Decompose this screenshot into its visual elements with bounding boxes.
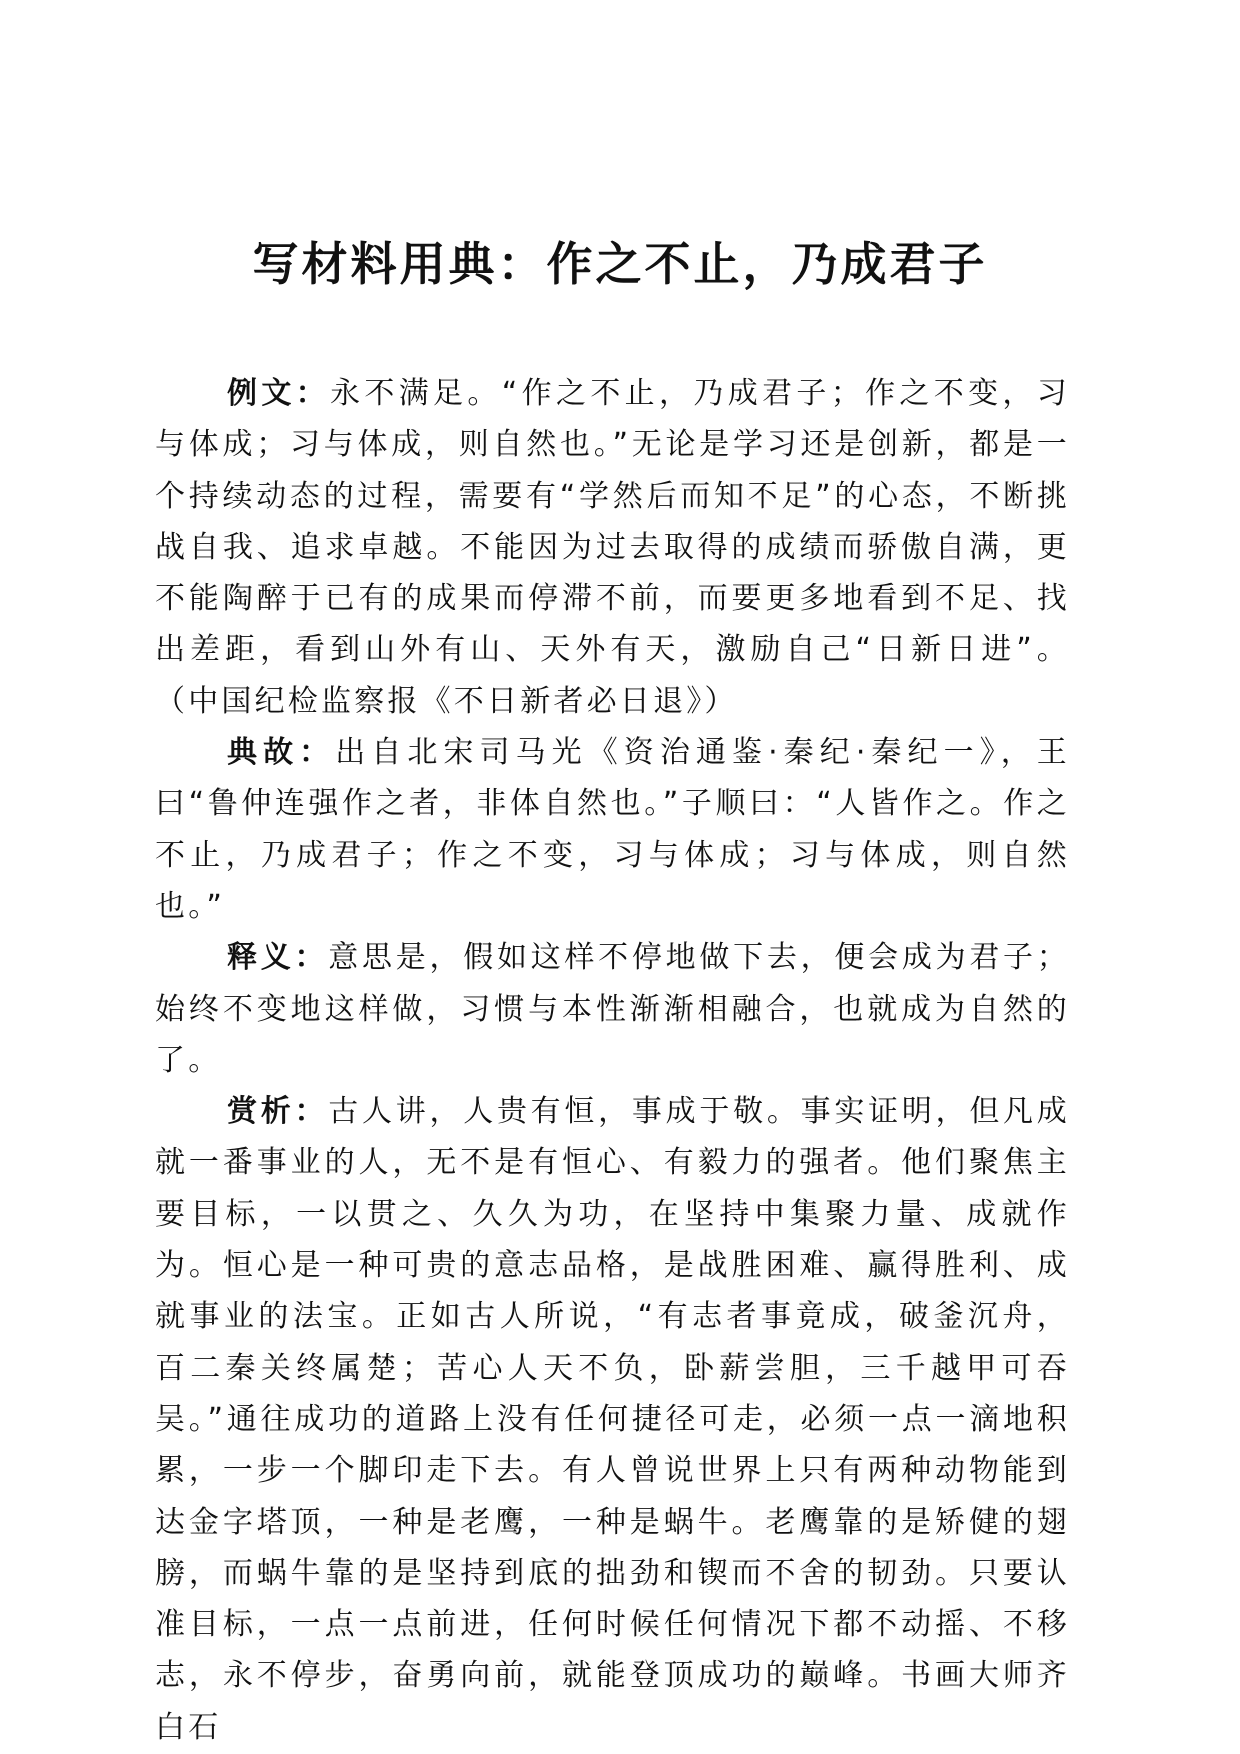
text-interpretation: 意思是，假如这样不停地做下去，便会成为君子；始终不变地这样做，习惯与本性渐渐相融合，也就成为自然的了。 — [155, 940, 1070, 1078]
text-allusion: 出自北宋司马光《资治通鉴·秦纪·秦纪一》，王曰“鲁仲连强作之者，非体自然也。”子顺曰：“人皆作之。作之不止，乃成君子；作之不变，习与体成；习与体成，则自然也。” — [155, 735, 1070, 924]
label-appreciation: 赏析： — [227, 1094, 329, 1130]
text-example: 永不满足。“作之不止，乃成君子；作之不变，习与体成；习与体成，则自然也。”无论是学习还是创新，都是一个持续动态的过程，需要有“学然后而知不足”的心态，不断挑战自我、追求卓越。不能因为过去取得的成绩而骄傲自满，更不能陶醉于已有的成果而停滞不前，而要更多地看到不足、找出差距，看到山外有山、天外有天，激励自己“日新日进”。（中国纪检监察报《不日新者必日退》） — [155, 376, 1070, 719]
label-allusion: 典故： — [227, 735, 336, 771]
paragraph-appreciation — [155, 1086, 1070, 1753]
paragraph-interpretation — [155, 932, 1070, 1086]
label-example: 例文： — [227, 376, 331, 411]
paragraph-example — [155, 368, 1070, 727]
text-appreciation: 古人讲，人贵有恒，事成于敬。事实证明，但凡成就一番事业的人，无不是有恒心、有毅力的强者。他们聚焦主要目标，一以贯之、久久为功，在坚持中集聚力量、成就作为。恒心是一种可贵的意志品格，是战胜困难、赢得胜利、成就事业的法宝。正如古人所说，“有志者事竟成，破釜沉舟，百二秦关终属楚；苦心人天不负，卧薪尝胆，三千越甲可吞吴。”通往成功的道路上没有任何捷径可走，必须一点一滴地积累，一步一个脚印走下去。有人曾说世界上只有两种动物能到达金字塔顶，一种是老鹰，一种是蜗牛。老鹰靠的是矫健的翅膀，而蜗牛靠的是坚持到底的拙劲和锲而不舍的韧劲。只要认准目标，一点一点前进，任何时候任何情况下都不动摇、不移志，永不停步，奋勇向前，就能登顶成功的巅峰。书画大师齐白石 — [155, 1094, 1070, 1745]
document-body — [155, 368, 1070, 1753]
paragraph-allusion — [155, 727, 1070, 932]
label-interpretation: 释义： — [227, 940, 329, 976]
document-title: 写材料用典：作之不止，乃成君子 — [252, 237, 988, 291]
